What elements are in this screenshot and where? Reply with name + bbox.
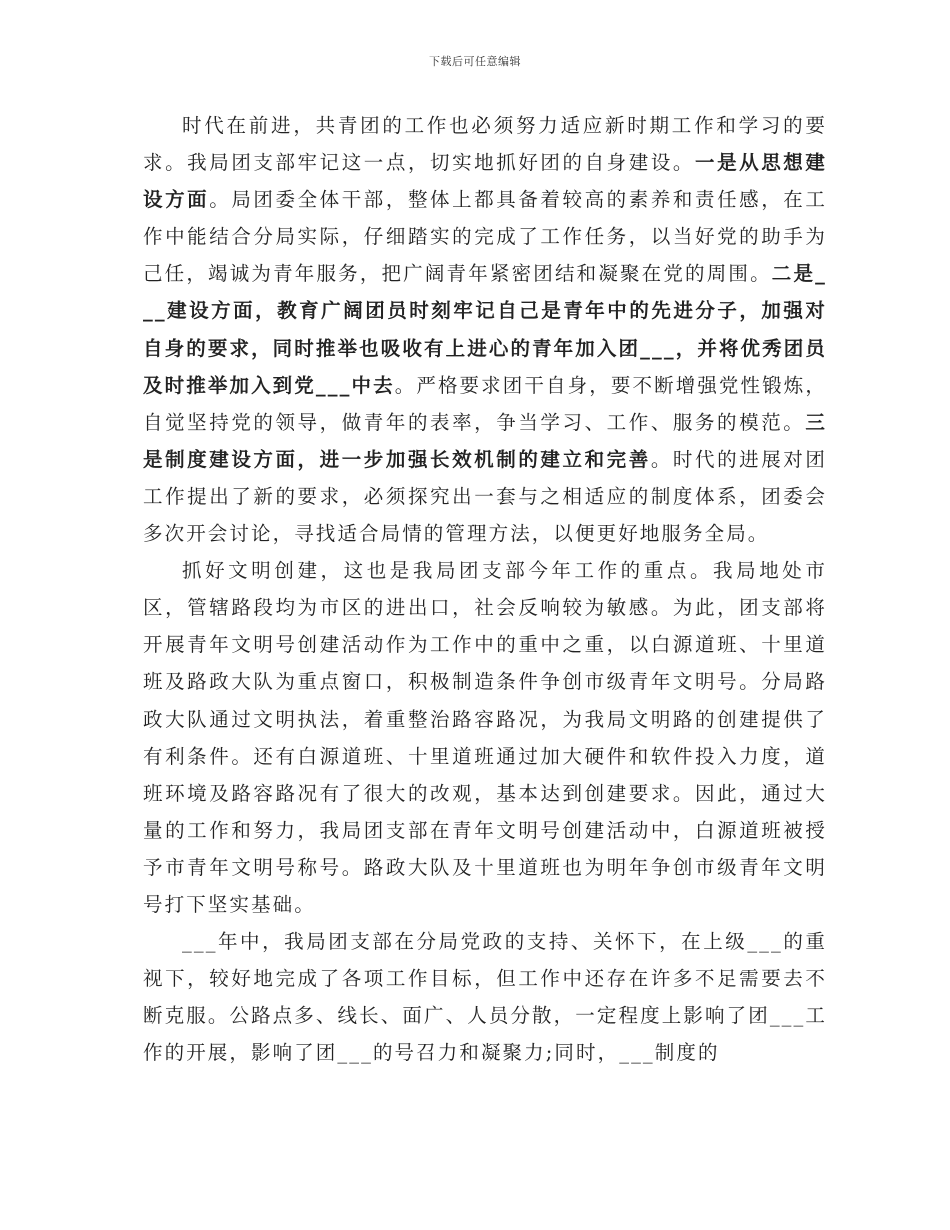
document-body xyxy=(143,107,827,1071)
text-segment: 时代在前进，共青团的工作也必须努力适应新时期工作和学习的要求。我局团支部牢记这一点，切实地抓好团的自身建设。 xyxy=(143,114,827,175)
bold-heading-system: 三是制度建设方面，进一步加强长效机制的建立和完善 xyxy=(143,410,827,471)
text-segment: 。局团委全体干部，整体上都具备着较高的素养和责任感，在工作中能结合分局实际，仔细踏实的完成了工作任务，以当好党的助手为己任，竭诚为青年服务，把广阔青年紧密团结和凝聚在党的周围。 xyxy=(143,188,827,286)
paragraph-team-building xyxy=(143,107,827,552)
bold-heading-ideology: 一是从思想建设方面 xyxy=(143,151,827,212)
paragraph-civilization xyxy=(143,552,827,923)
text-segment: 。时代的进展对团工作提出了新的要求，必须探究出一套与之相适应的制度体系，团委会多次开会讨论，寻找适合局情的管理方法，以便更好地服务全局。 xyxy=(143,447,827,546)
text-segment: 。严格要求团干自身，要不断增强党性锻炼，自觉坚持党的领导，做青年的表率，争当学习、工作、服务的模范。 xyxy=(143,373,827,434)
paragraph-summary xyxy=(143,923,827,1071)
text-segment: 抓好文明创建，这也是我局团支部今年工作的重点。我局地处市区，管辖路段均为市区的进出口，社会反响较为敏感。为此，团支部将开展青年文明号创建活动作为工作中的重中之重，以白源道班、十里道班及路政大队为重点窗口，积极制造条件争创市级青年文明号。分局路政大队通过文明执法，着重整治路容路况，为我局文明路的创建提供了有利条件。还有白源道班、十里道班通过加大硬件和软件投入力度，道班环境及路容路况有了很大的改观，基本达到创建要求。因此，通过大量的工作和努力，我局团支部在青年文明号创建活动中，白源道班被授予市青年文明号称号。路政大队及十里道班也为明年争创市级青年文明号打下坚实基础。 xyxy=(143,559,827,916)
text-segment: ___年中，我局团支部在分局党政的支持、关怀下，在上级___的重视下，较好地完成了各项工作目标，但工作中还存在许多不足需要去不断克服。公路点多、线长、面广、人员分散，一定程度上影响了团___工作的开展，影响了团___的号召力和凝聚力;同时，___制度的 xyxy=(143,930,827,1065)
page-header-note: 下载后可任意编辑 xyxy=(429,55,521,68)
bold-heading-organization: 二是___建设方面，教育广阔团员时刻牢记自己是青年中的先进分子，加强对自身的要求，同时推举也吸收有上进心的青年加入团___，并将优秀团员及时推举加入到党___中去 xyxy=(143,262,827,397)
